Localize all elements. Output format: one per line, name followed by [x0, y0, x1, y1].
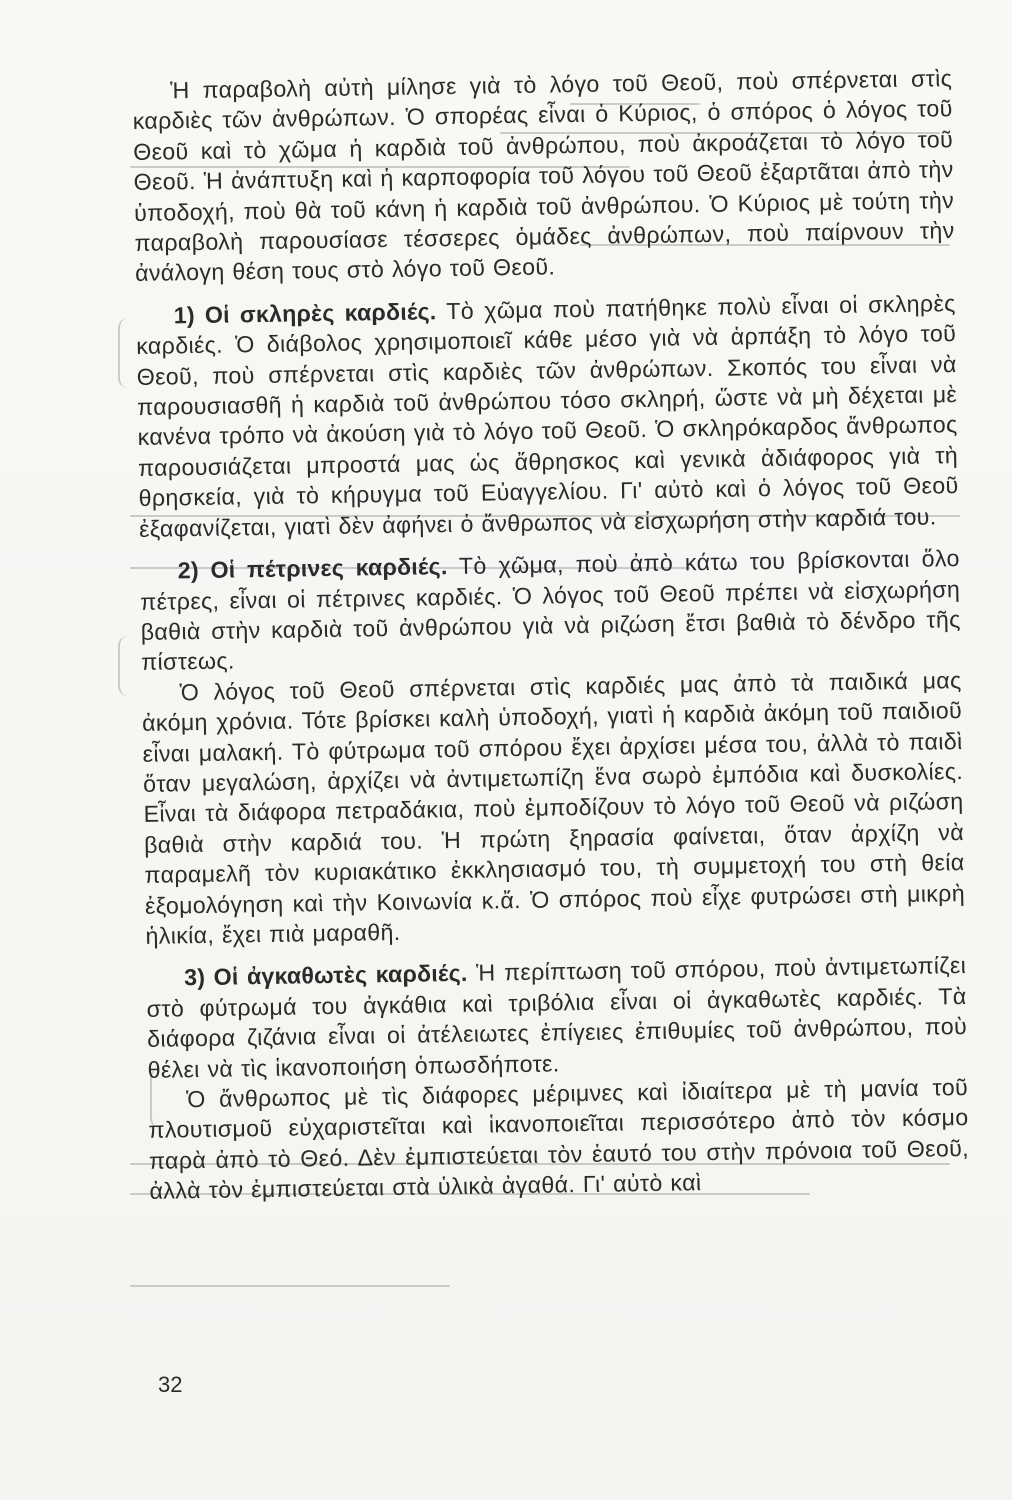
- section-2-heading: 2) Οἱ πέτρινες καρδιές.: [177, 553, 448, 584]
- section-1-paragraph: [136, 288, 960, 544]
- intro-paragraph: Ἡ παραβολὴ αὐτὴ μίλησε γιὰ τὸ λόγο τοῦ Θεοῦ, ποὺ σπέρνεται στὶς καρδιὲς τῶν ἀνθρώπων. Ὁ σπορέας εἶναι ὁ Κύριος, ὁ σπόρος ὁ λόγος τοῦ Θεοῦ καὶ τὸ χῶμα ἡ καρδιὰ τοῦ ἀνθρώπου, ποὺ ἀκροάζεται τὸ λόγο τοῦ Θεοῦ. Ἡ ἀνάπτυξη καὶ ἡ καρποφορία τοῦ λόγου τοῦ Θεοῦ ἐξαρτᾶται ἀπὸ τὴν ὑποδοχή, ποὺ θὰ τοῦ κάνη ἡ καρδιὰ τοῦ ἀνθρώπου. Ὁ Κύριος μὲ τούτη τὴν παραβολὴ παρουσίασε τέσσερες ὁμάδες ἀνθρώπων, ποὺ παίρνουν τὴν ἀνάλογη θέση τους στὸ λόγο τοῦ Θεοῦ.: [132, 65, 955, 287]
- pencil-underline: [130, 1285, 450, 1287]
- section-3-paragraph: [146, 950, 968, 1084]
- page-number: 32: [158, 1372, 183, 1397]
- body-text: [132, 63, 970, 1206]
- section-2-paragraph-2: Ὁ λόγος τοῦ Θεοῦ σπέρνεται στὶς καρδιές μας ἀπὸ τὰ παιδικά μας ἀκόμη χρόνια. Τότε βρίσκει καλὴ ὑποδοχή, γιατὶ ἡ καρδιὰ ἀκόμη τοῦ παιδιοῦ εἶναι μαλακή. Τὸ φύτρωμα τοῦ σπόρου ἔχει ἀρχίσει μέσα του, ἀλλὰ τὸ παιδὶ ὅταν μεγαλώση, ἀρχίζει νὰ ἀντιμετωπίζη ἕνα σωρὸ ἐμπόδια καὶ δυσκολίες. Εἶναι τὰ διάφορα πετραδάκια, ποὺ ἐμποδίζουν τὸ λόγο τοῦ Θεοῦ νὰ ριζώση βαθιὰ στὴν καρδιά του. Ἡ πρώτη ξηρασία φαίνεται, ὅταν ἀρχίζη νὰ παραμελῆ τὸν κυριακάτικο ἐκκλησιασμό του, τὴ συμμετοχή του στὴ θεία ἐξομολόγηση καὶ τὴν Κοινωνία κ.ἄ. Ὁ σπόρος ποὺ εἶχε φυτρώσει στὴ μικρὴ ἡλικία, ἔχει πιὰ μαραθῆ.: [141, 666, 966, 949]
- section-1-heading: 1) Οἱ σκληρὲς καρδιές.: [173, 298, 437, 329]
- margin-bracket: [118, 636, 138, 696]
- section-3-text: Ἡ περίπτωση τοῦ σπόρου, ποὺ ἀντιμετωπίζει στὸ φύτρωμά του ἀγκάθια καὶ τριβόλια εἶναι οἱ ἀγκαθωτὲς καρδιές. Τὰ διάφορα ζιζάνια εἶναι οἱ ἀτέλειωτες ἐπίγειες ἐπιθυμίες τοῦ ἀνθρώπου, ποὺ θέλει νὰ τὶς ἱκανοποιήση ὁπωσδήποτε.: [146, 952, 968, 1083]
- section-3-heading: 3) Οἱ ἀγκαθωτὲς καρδιές.: [183, 960, 468, 991]
- section-1-text: Τὸ χῶμα ποὺ πατήθηκε πολὺ εἶναι οἱ σκληρὲς καρδιές. Ὁ διάβολος χρησιμοποιεῖ κάθε μέσο γιὰ νὰ ἁρπάξη τὸ λόγο τοῦ Θεοῦ, ποὺ σπέρνεται στὶς καρδιὲς τῶν ἀνθρώπων. Σκοπός του εἶναι νὰ παρουσιασθῆ ἡ καρδιὰ τοῦ ἀνθρώπου τόσο σκληρή, ὥστε νὰ μὴ δέχεται μὲ κανένα τρόπο νὰ ἀκούση γιὰ τὸ λόγο τοῦ Θεοῦ. Ὁ σκληρόκαρδος ἄνθρωπος παρουσιάζεται μπροστά μας ὡς ἄθρησκος καὶ γενικὰ ἀδιάφορος γιὰ τὴ θρησκεία, γιὰ τὸ κήρυγμα τοῦ Εὐαγγελίου. Γι' αὐτὸ καὶ ὁ λόγος τοῦ Θεοῦ ἐξαφανίζεται, γιατὶ δὲν ἀφήνει ὁ ἄνθρωπος νὰ εἰσχωρήση στὴν καρδιά του.: [136, 289, 959, 542]
- section-3-paragraph-2: Ὁ ἄνθρωπος μὲ τὶς διάφορες μέριμνες καὶ ἰδιαίτερα μὲ τὴ μανία τοῦ πλουτισμοῦ εὐχαριστεῖται καὶ ἱκανοποιεῖται περισσότερο ἀπὸ τὸν κόσμο παρὰ ἀπὸ τὸ Θεό. Δὲν ἐμπιστεύεται τὸν ἑαυτό του στὴν πρόνοια τοῦ Θεοῦ, ἀλλὰ τὸν ἐμπιστεύεται στὰ ὑλικὰ ἀγαθά. Γι' αὐτὸ καὶ: [148, 1073, 970, 1205]
- section-2-paragraph: [140, 543, 962, 677]
- section-2-text: Τὸ χῶμα, ποὺ ἀπὸ κάτω του βρίσκονται ὅλο πέτρες, εἶναι οἱ πέτρινες καρδιές. Ὁ λόγος τοῦ Θεοῦ πρέπει νὰ εἰσχωρήση βαθιὰ στὴν καρδιὰ τοῦ ἀνθρώπου γιὰ νὰ ριζώση ἔτσι βαθιὰ τὸ δένδρο τῆς πίστεως.: [140, 545, 961, 676]
